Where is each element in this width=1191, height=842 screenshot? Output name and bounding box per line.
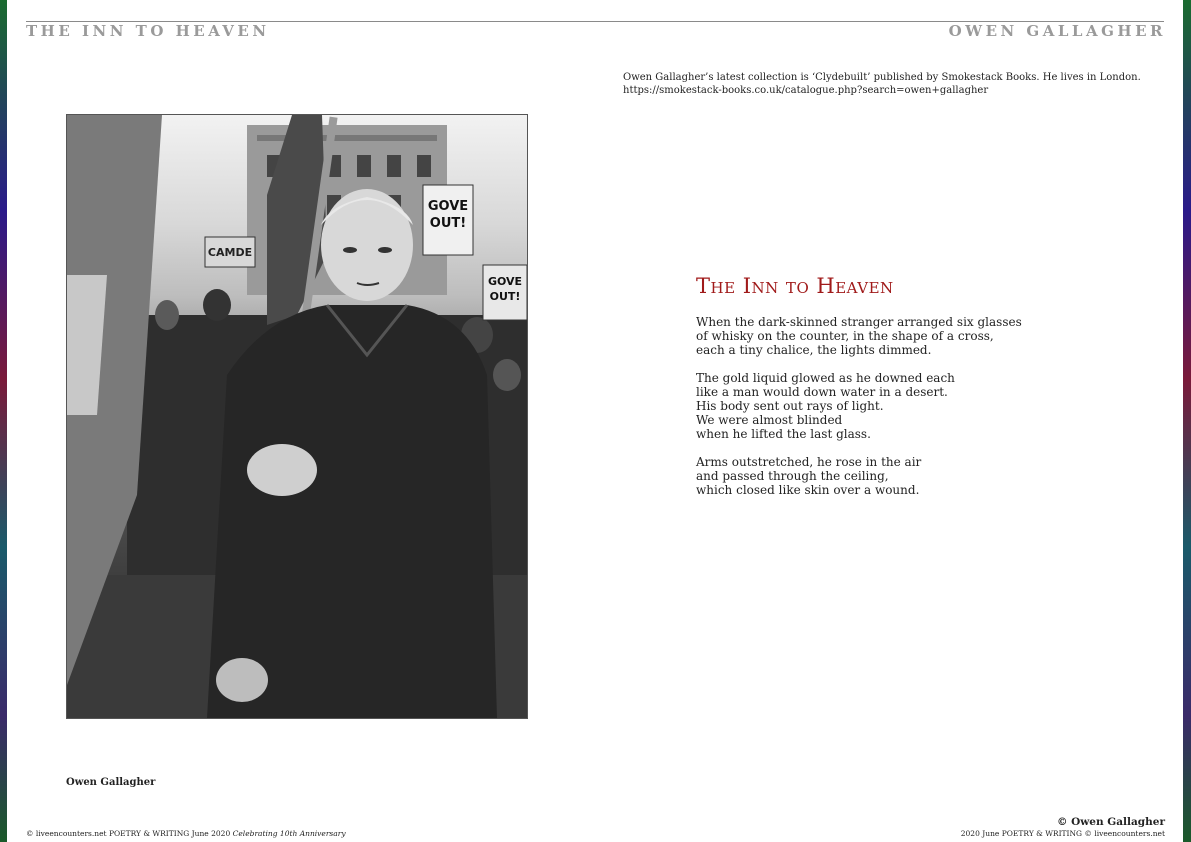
svg-text:OUT!: OUT! xyxy=(429,216,467,231)
poem-line: when he lifted the last glass. xyxy=(696,427,871,441)
photo-illustration xyxy=(67,115,527,718)
poem-line: and passed through the ceiling, xyxy=(696,469,889,483)
footer-anniversary: Celebrating 10th Anniversary xyxy=(232,829,346,838)
author-copyright: © Owen Gallagher xyxy=(1056,816,1165,828)
bio-text: Owen Gallagher’s latest collection is ‘Clydebuilt’ published by Smokestack Books. He lives in London. xyxy=(623,72,1141,83)
poem-line: Arms outstretched, he rose in the air xyxy=(696,455,922,469)
header-author-name: OWEN GALLAGHER xyxy=(948,22,1166,40)
poem-title: The Inn to Heaven xyxy=(696,274,894,298)
header-poem-title: THE INN TO HEAVEN xyxy=(26,22,270,40)
svg-text:GOVE: GOVE xyxy=(427,199,469,214)
poem-line: like a man would down water in a desert. xyxy=(696,385,948,399)
stanza xyxy=(696,315,1022,357)
author-photo xyxy=(66,114,528,719)
footer-publication: © liveencounters.net POETRY & WRITING June 2020 xyxy=(26,829,231,838)
svg-text:GOVE: GOVE xyxy=(487,275,523,288)
stanza xyxy=(696,371,1022,441)
stanza xyxy=(696,455,1022,497)
svg-text:OUT!: OUT! xyxy=(489,290,521,303)
svg-text:CAMDE: CAMDE xyxy=(207,246,253,259)
poem-line: His body sent out rays of light. xyxy=(696,399,884,413)
poem-line: which closed like skin over a wound. xyxy=(696,483,920,497)
poem-line: When the dark-skinned stranger arranged six glasses xyxy=(696,315,1022,329)
poem-line: We were almost blinded xyxy=(696,413,843,427)
poem-line: of whisky on the counter, in the shape of a cross, xyxy=(696,329,994,343)
poem-line: The gold liquid glowed as he downed each xyxy=(696,371,955,385)
bio-link[interactable]: https://smokestack-books.co.uk/catalogue.php?search=owen+gallagher xyxy=(623,85,989,96)
author-bio xyxy=(623,71,1141,97)
poem-body xyxy=(696,315,1022,511)
photo-caption: Owen Gallagher xyxy=(66,777,156,788)
footer-right: 2020 June POETRY & WRITING © liveencounters.net xyxy=(960,829,1165,838)
magazine-page xyxy=(7,0,1183,842)
footer-left xyxy=(26,829,346,838)
poem-line: each a tiny chalice, the lights dimmed. xyxy=(696,343,932,357)
